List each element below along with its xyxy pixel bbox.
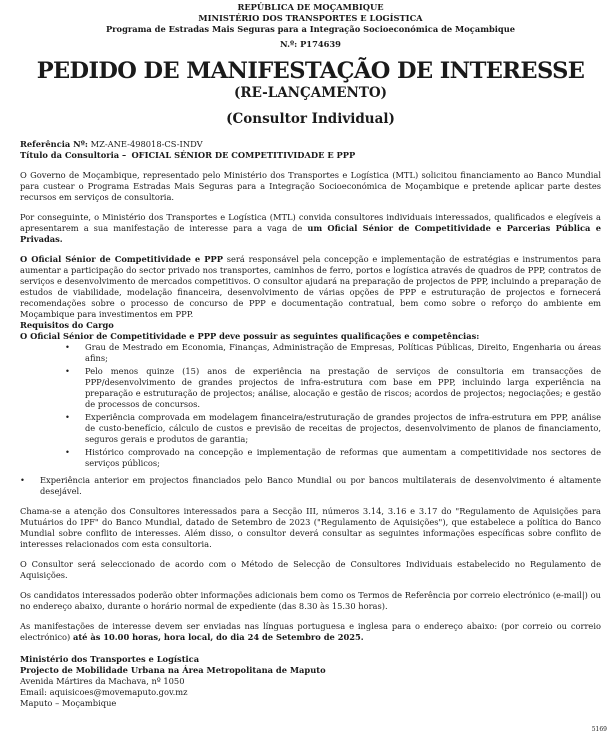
address-email-line bbox=[20, 687, 601, 698]
address-project: Projecto de Mobilidade Urbana na Área Metropolitana de Maputo bbox=[20, 665, 326, 675]
intro-p2-bold: um Oficial Sénior de Competitividade e Parcerias Pública e Privadas. bbox=[20, 223, 601, 244]
project-number: N.º: P174639 bbox=[280, 39, 341, 49]
email-address[interactable]: aquisicoes@movemaputo.gov.mz bbox=[49, 687, 188, 697]
bullet-icon: • bbox=[20, 475, 25, 485]
requirement-item: • Histórico comprovado na concepção e implementação de reformas que aumentam a competitividade nos sectores de serviços públicos; bbox=[85, 447, 601, 469]
extra-requirement-text: Experiência anterior em projectos financiados pelo Banco Mundial ou por bancos multilaterais de desenvolvimento é altamente desejável. bbox=[40, 475, 601, 496]
consultancy-title-line bbox=[20, 150, 601, 161]
info-paragraph: Os candidatos interessados poderão obter informações adicionais bem como os Termos de Referência por correio electrónico (e-mail|) ou no endereço abaixo, durante o horário normal de expediente (das 8.30 às 15.30 horas). bbox=[20, 590, 601, 611]
consultancy-title-label: Título da Consultoria – bbox=[20, 150, 127, 160]
program-line: Programa de Estradas Mais Seguras para a Integração Socioeconómica de Moçambique bbox=[105, 24, 516, 34]
intro-paragraph-2 bbox=[20, 212, 601, 245]
republic-line: REPÚBLICA DE MOÇAMBIQUE bbox=[237, 2, 384, 12]
submission-paragraph bbox=[20, 621, 601, 643]
reference-value: MZ-ANE-498018-CS-INDV bbox=[90, 139, 203, 149]
submission-text: As manifestações de interesse devem ser enviadas nas línguas portuguesa e inglesa para o endereço abaixo: (por correio ou correio electrónico) bbox=[20, 621, 601, 642]
requirements-list bbox=[20, 342, 601, 469]
reference-label: Referência Nº: bbox=[20, 139, 88, 149]
document-subtitle: (RE-LANÇAMENTO) bbox=[233, 85, 388, 101]
role-paragraph bbox=[20, 254, 601, 320]
requirement-item: • Pelo menos quinze (15) anos de experiência na prestação de serviços de consultoria em transacções de PPP/desenvolvimento de grandes projectos de infra-estrutura com base em PPP, incluindo larga experiência na preparação e estruturação de projectos; análise, alocação e gestão de riscos; acordos de projectos; negociações; e gestão de processos de concursos. bbox=[85, 366, 601, 410]
intro-p2-text: Por conseguinte, o Ministério dos Transportes e Logística (MTL) convida consultores individuais interessados, qualificados e elegíveis a apresentarem a sua manifestação de interesse para a vaga de bbox=[20, 212, 601, 233]
requirement-item: • Experiência comprovada em modelagem financeira/estruturação de grandes projectos de infra-estrutura em PPP, análise de custo-benefício, cálculo de custos e previsão de receitas de projectos, desenvolvimento de planos de financiamento, seguros gerais e produtos de garantia; bbox=[85, 412, 601, 445]
reference-line bbox=[20, 139, 601, 150]
submission-deadline: até às 10.00 horas, hora local, do dia 24 de Setembro de 2025. bbox=[72, 632, 364, 642]
document-title: PEDIDO DE MANIFESTAÇÃO DE INTERESSE bbox=[36, 58, 585, 84]
email-label: Email: bbox=[20, 687, 47, 697]
requirements-heading: Requisitos do Cargo bbox=[20, 320, 114, 330]
intro-paragraph-1: O Governo de Moçambique, representado pelo Ministério dos Transportes e Logística (MTL) solicitou financiamento ao Banco Mundial para custear o Programa Estradas Mais Seguras para a Integração Socioeconómica de Moçambique e pretende aplicar parte destes recursos em serviços de consultoria. bbox=[20, 170, 601, 202]
address-ministry: Ministério dos Transportes e Logística bbox=[20, 654, 200, 664]
extra-requirement bbox=[20, 475, 601, 497]
ministry-line: MINISTÉRIO DOS TRANSPORTES E LOGÍSTICA bbox=[198, 13, 423, 23]
requirement-item: • Grau de Mestrado em Economia, Finanças, Administração de Empresas, Políticas Públicas, Direito, Engenharia ou áreas afins; bbox=[85, 342, 601, 364]
consultancy-title-value: OFICIAL SÉNIOR DE COMPETITIVIDADE E PPP bbox=[131, 150, 356, 160]
letterhead bbox=[20, 2, 601, 50]
reference-block bbox=[20, 139, 601, 161]
address-block bbox=[20, 654, 601, 709]
address-street: Avenida Mártires da Machava, nº 1050 bbox=[20, 676, 185, 686]
role-text: será responsável pela concepção e implementação de estratégias e instrumentos para aumentar a participação do sector privado nos transportes, caminhos de ferro, portos e logística através de quadros de PPP, contratos de serviços e desenvolvimento de mercados competitivos. O consultor ajudará na preparação de projectos de PPP, incluindo a preparação de estudos de viabilidade, modelação financeira, desenvolvimento de várias opções de PPP e estruturação de projectos e fornecerá recomendações sobre o processo de concurso de PPP e documentação contratual, bem como sobre o reforço do ambiente em Moçambique para investimentos em PPP. bbox=[20, 254, 601, 319]
requirements-intro: O Oficial Sénior de Competitividade e PPP deve possuir as seguintes qualificações e competências: bbox=[20, 331, 480, 341]
attention-paragraph: Chama-se a atenção dos Consultores interessados para a Secção III, números 3.14, 3.16 e 3.17 do "Regulamento de Aquisições para Mutuários do IPF" do Banco Mundial, datado de Setembro de 2023 ("Regulamento de Aquisições"), que estabelece a política do Banco Mundial sobre conflito de interesses. Além disso, o consultor deverá consultar as seguintes informações específicas sobre conflito de interesses relacionados com esta consultoria. bbox=[20, 506, 601, 549]
role-bold: O Oficial Sénior de Competitividade e PPP bbox=[20, 254, 223, 264]
selection-paragraph: O Consultor será seleccionado de acordo com o Método de Selecção de Consultores Individuais estabelecido no Regulamento de Aquisições. bbox=[20, 559, 601, 580]
page-number: 5169 bbox=[591, 726, 607, 733]
address-city: Maputo – Moçambique bbox=[20, 698, 117, 708]
consultant-type: (Consultor Individual) bbox=[226, 111, 395, 127]
